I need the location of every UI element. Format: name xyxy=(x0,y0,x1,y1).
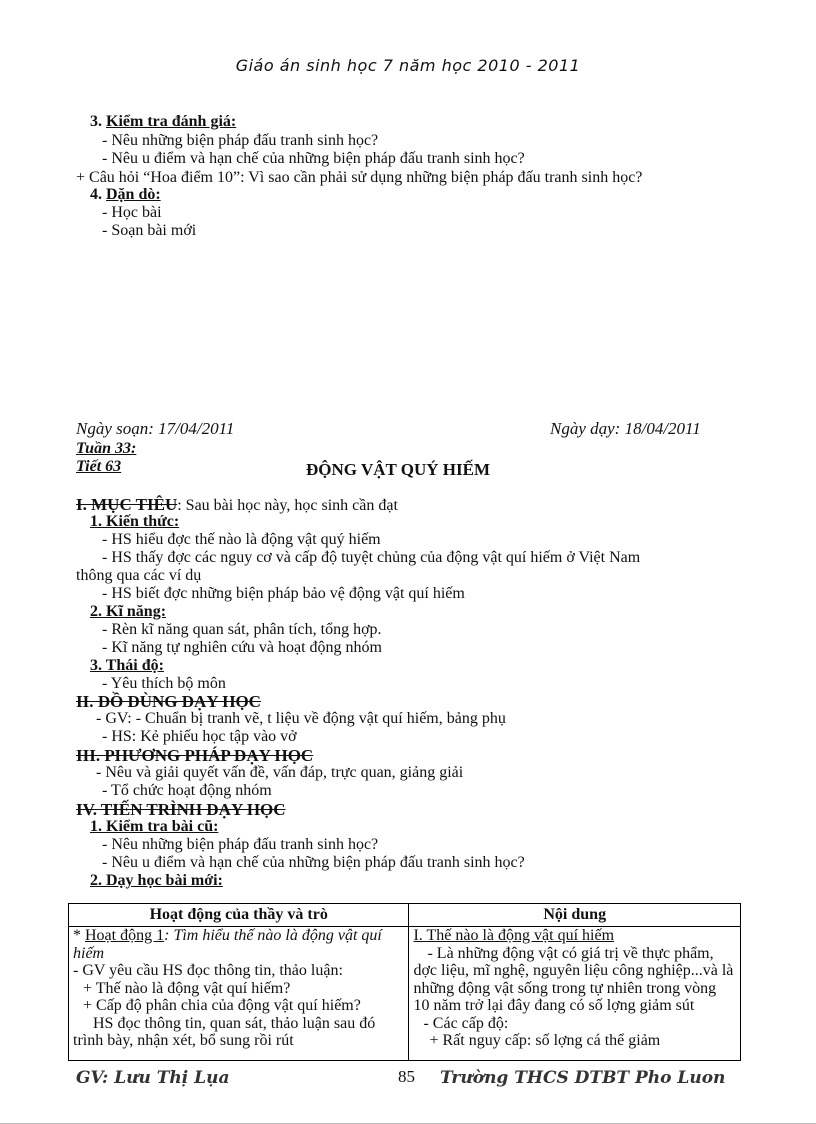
activity-label: Hoạt động 1 xyxy=(85,927,165,944)
content-title: I. Thế nào là động vật quí hiếm xyxy=(413,927,615,944)
text-line: - Nêu những biện pháp đấu tranh sinh học? xyxy=(102,836,379,853)
knowledge-heading: 1. Kiến thức: xyxy=(90,513,180,530)
footer-school: Trường THCS DTBT Pho Luon xyxy=(440,1068,726,1088)
process-heading: IV. TIẾN TRÌNH DẠY HỌC xyxy=(76,800,286,819)
section-intro: : Sau bài học này, học sinh cần đạt xyxy=(177,497,398,514)
text-line: - Nêu những biện pháp đấu tranh sinh học? xyxy=(102,132,379,149)
lesson-activity-table xyxy=(68,903,741,1061)
skills-heading: 2. Kĩ năng: xyxy=(90,603,167,620)
text-line: - Rèn kĩ năng quan sát, phân tích, tổng hợp. xyxy=(102,621,382,638)
attitude-heading: 3. Thái độ: xyxy=(90,657,164,674)
text-line: - HS hiểu đợc thế nào là động vật quý hiếm xyxy=(102,531,381,548)
section-title: Kiểm tra đánh giá: xyxy=(106,113,237,130)
footer-teacher: GV: Lưu Thị Lụa xyxy=(76,1068,230,1088)
text-line: thông qua các ví dụ xyxy=(76,567,202,584)
text-line: + Rất nguy cấp: số lợng cá thể giảm xyxy=(429,1032,661,1049)
period-label: Tiết 63 xyxy=(76,458,122,475)
text-line: + Câu hỏi “Hoa điểm 10”: Vì sao cần phải sử dụng những biện pháp đấu tranh sinh học? xyxy=(76,169,643,186)
page-number: 85 xyxy=(398,1067,415,1086)
text-line: - Soạn bài mới xyxy=(102,222,197,239)
date-taught: Ngày dạy: 18/04/2011 xyxy=(550,419,701,438)
section-title: Dặn dò: xyxy=(106,186,161,203)
text-line: - Yêu thích bộ môn xyxy=(102,675,226,692)
check-old-lesson-heading: 1. Kiểm tra bài cũ: xyxy=(90,818,219,835)
text-line: - Là những động vật có giá trị về thực phẩm, dợc liệu, mĩ nghệ, nguyên liệu công nghiệp...và là những động vật sống trong tự nhiên trong vòng 10 năm trở lại đây đang có số lợng giảm sút xyxy=(413,944,734,1014)
section-assessment-heading xyxy=(90,113,236,131)
section-number: 3. xyxy=(90,113,102,130)
section-label: I. MỤC TIÊU xyxy=(76,495,178,514)
text-line: HS đọc thông tin, quan sát, thảo luận sau đó trình bày, nhận xét, bổ sung rồi rút xyxy=(73,1014,376,1049)
text-line: - Nêu và giải quyết vấn đề, vấn đáp, trực quan, giảng giải xyxy=(96,764,464,781)
section-homework-heading xyxy=(90,186,161,204)
table-row xyxy=(69,927,741,1061)
text-line: - Nêu u điểm và hạn chế của những biện pháp đấu tranh sinh học? xyxy=(102,854,525,871)
text-line: - HS: Kẻ phiếu học tập vào vở xyxy=(102,728,297,745)
page-header: Giáo án sinh học 7 năm học 2010 - 2011 xyxy=(235,56,581,75)
table-header-row xyxy=(69,904,741,927)
methods-heading: III. PHƯƠNG PHÁP DẠY HỌC xyxy=(76,746,314,765)
table-cell-content xyxy=(409,927,741,1061)
text-line: - Các cấp độ: xyxy=(423,1014,509,1032)
column-header-content: Nội dung xyxy=(409,904,741,927)
new-lesson-heading: 2. Dạy học bài mới: xyxy=(90,872,223,889)
activity-desc: : Tìm hiểu thế nào là động vật quí hiếm xyxy=(73,927,382,962)
text-line: - GV yêu cầu HS đọc thông tin, thảo luận: xyxy=(73,962,343,979)
table-cell-activities xyxy=(69,927,409,1061)
text-line: - Học bài xyxy=(102,204,162,221)
bullet-star: * xyxy=(73,927,85,944)
text-line: + Cấp độ phân chia của động vật quí hiếm? xyxy=(83,997,361,1014)
date-prepared: Ngày soạn: 17/04/2011 xyxy=(76,419,235,438)
text-line: - HS thấy đợc các nguy cơ và cấp độ tuyệt chủng của động vật quí hiếm ở Việt Nam xyxy=(102,549,641,566)
section-number: 4. xyxy=(90,186,102,203)
lesson-title: ĐỘNG VẬT QUÝ HIẾM xyxy=(306,460,491,479)
text-line: + Thế nào là động vật quí hiếm? xyxy=(83,979,291,997)
activity-line xyxy=(73,927,404,962)
text-line: - Nêu u điểm và hạn chế của những biện pháp đấu tranh sinh học? xyxy=(102,150,525,167)
text-line: - HS biết đợc những biện pháp bảo vệ động vật quí hiếm xyxy=(102,585,465,602)
column-header-activities: Hoạt động của thầy và trò xyxy=(69,904,409,927)
week-label: Tuần 33: xyxy=(76,440,137,457)
text-line: - Kĩ năng tự nghiên cứu và hoạt động nhóm xyxy=(102,639,382,656)
materials-heading: II. ĐỒ DÙNG DẠY HỌC xyxy=(76,692,261,711)
text-line: - GV: - Chuẩn bị tranh vẽ, t liệu về động vật quí hiếm, bảng phụ xyxy=(96,710,506,727)
text-line: - Tổ chức hoạt động nhóm xyxy=(102,782,272,799)
